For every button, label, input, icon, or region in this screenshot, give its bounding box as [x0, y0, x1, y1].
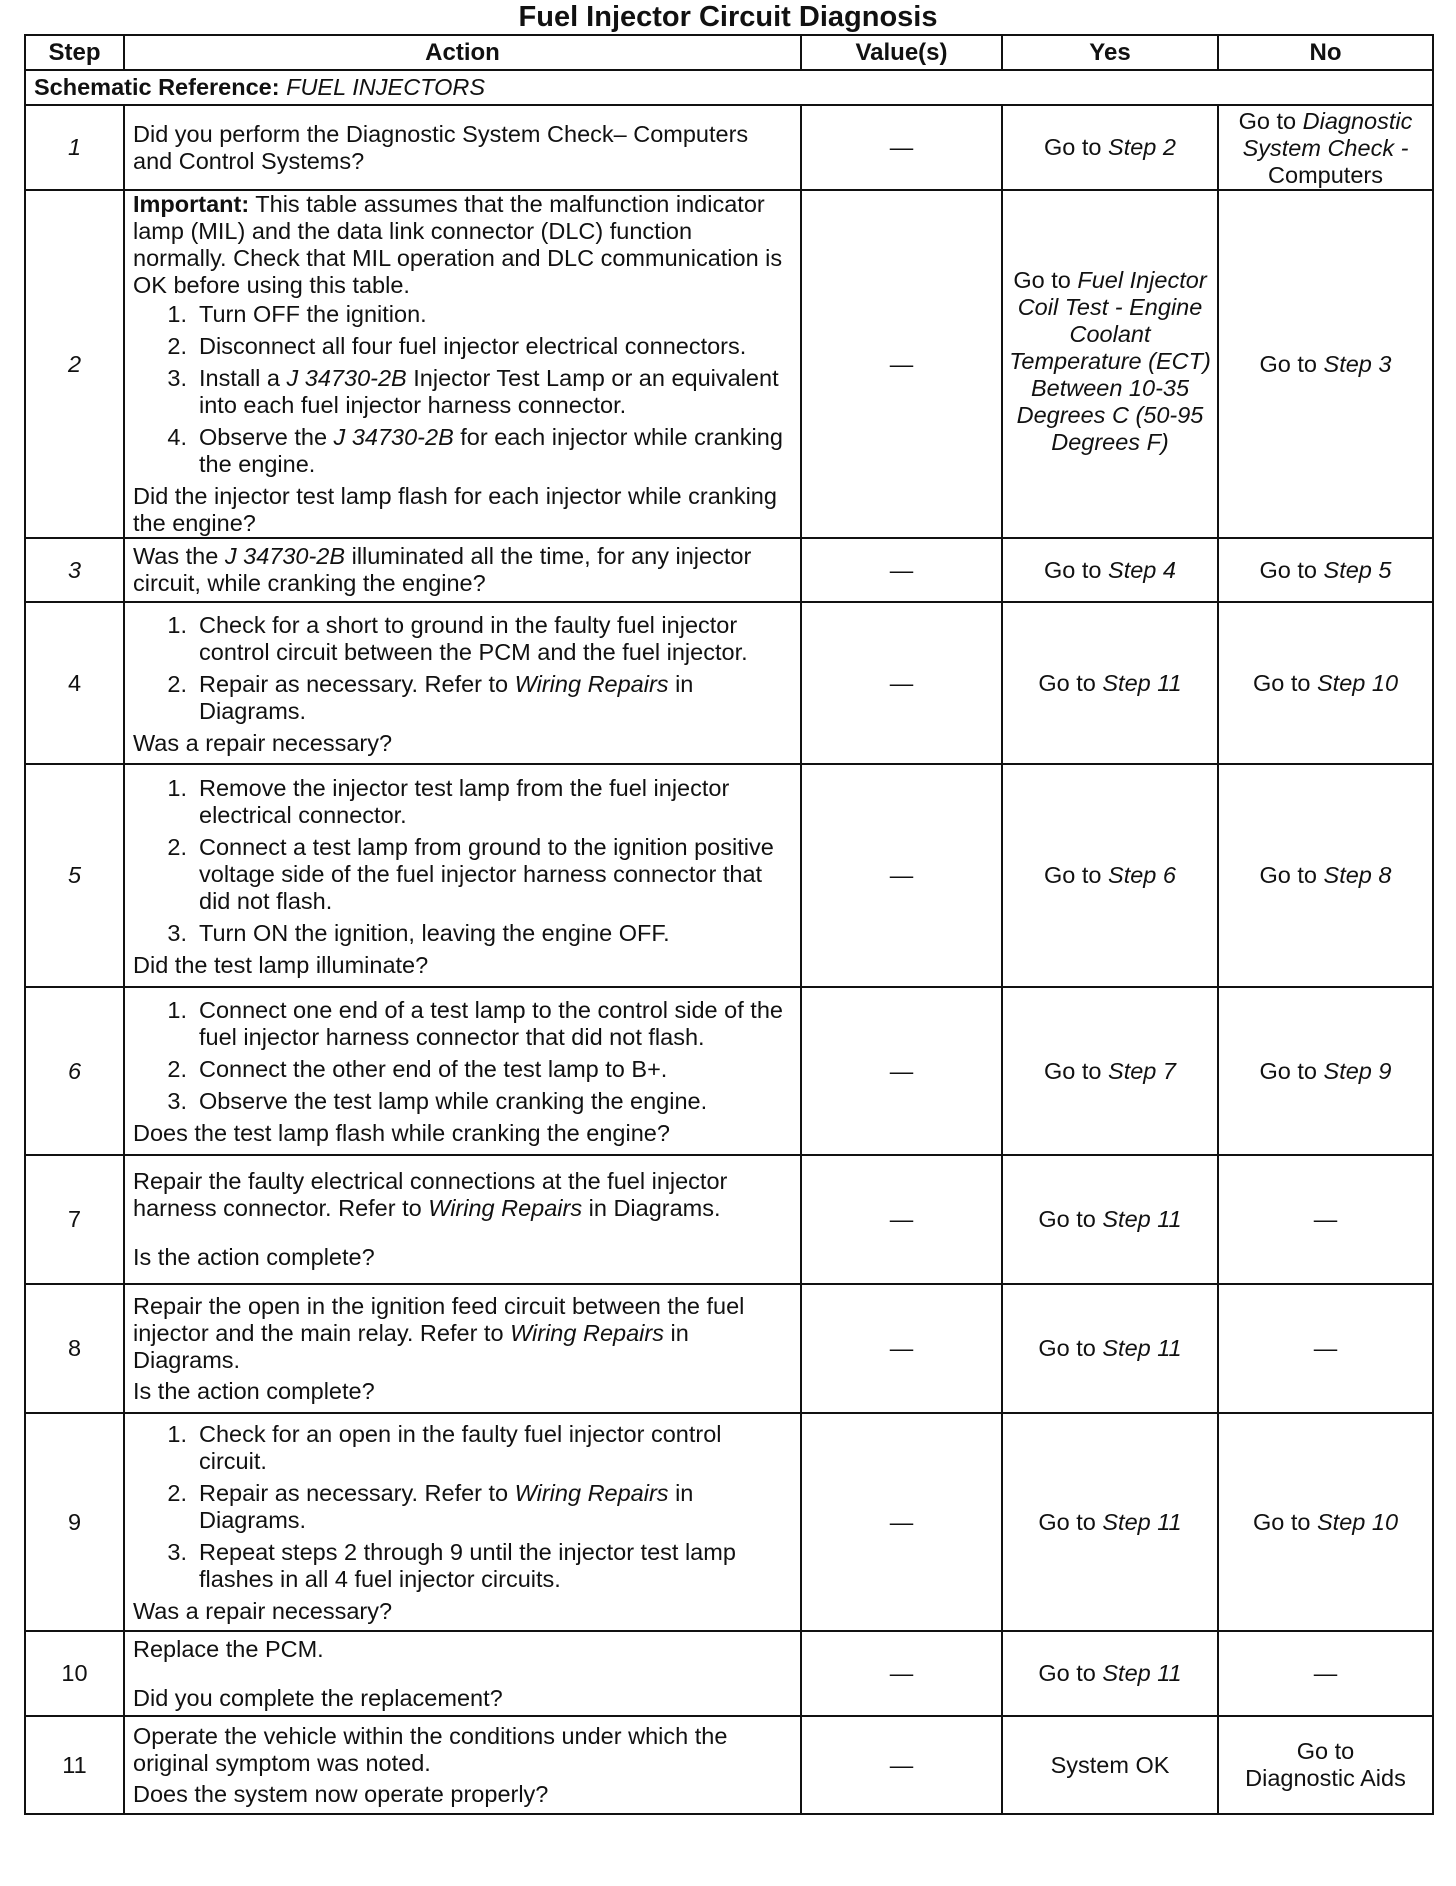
item-text: Connect one end of a test lamp to the control side of the fuel injector harness connector that did not flash.: [199, 997, 783, 1050]
action-question: Did the test lamp illuminate?: [133, 951, 429, 978]
yes-prefix: Go to: [1038, 1508, 1103, 1535]
no-prefix: Go to: [1259, 556, 1324, 583]
list-item: [133, 365, 792, 419]
yes-cell: [1002, 538, 1218, 602]
no-cell: [1218, 538, 1433, 602]
action-cell: [124, 1155, 801, 1284]
table-row: [25, 1413, 1433, 1631]
yes-prefix: Go to: [1044, 862, 1109, 888]
list-item: [133, 1088, 792, 1115]
table-row: [25, 105, 1433, 190]
schematic-row: [25, 70, 1433, 105]
step-number: 1: [25, 105, 124, 190]
important-label: Important:: [133, 191, 250, 217]
yes-cell: [1002, 190, 1218, 538]
yes-cell: [1002, 1716, 1218, 1814]
schematic-value: FUEL INJECTORS: [286, 74, 486, 100]
yes-step-ref: Fuel Injector Coil Test - Engine Coolant Temperature (ECT) Between 10-35 Degrees C (50-95 Degrees F): [1009, 266, 1211, 455]
action-question: Did the injector test lamp flash for each injector while cranking the engine?: [133, 483, 777, 536]
step-number: 4: [25, 602, 124, 764]
tool-ref: J 34730-2B: [286, 365, 407, 391]
table-row: [25, 190, 1433, 538]
no-cell: [1218, 190, 1433, 538]
action-cell: [124, 190, 801, 538]
no-cell: [1218, 1413, 1433, 1631]
tool-ref: J 34730-2B: [333, 424, 454, 450]
list-item: [133, 612, 792, 666]
yes-step-ref: Step 11: [1102, 1508, 1182, 1535]
list-item: [133, 1421, 792, 1475]
no-cell: —: [1218, 1631, 1433, 1716]
instruction-text: in Diagrams.: [582, 1195, 721, 1221]
no-step-ref: Step 10: [1317, 669, 1399, 696]
no-step-ref: Step 8: [1323, 862, 1392, 888]
action-question: Does the system now operate properly?: [133, 1780, 549, 1807]
no-step-ref: Step 3: [1323, 350, 1392, 377]
item-text: Check for an open in the faulty fuel injector control circuit.: [199, 1421, 722, 1474]
item-text: Repeat steps 2 through 9 until the injector test lamp flashes in all 4 fuel injector circuits.: [199, 1539, 736, 1592]
action-cell: [124, 1631, 801, 1716]
list-item: [133, 301, 792, 328]
action-cell: [124, 105, 801, 190]
no-prefix: Go to: [1238, 108, 1303, 134]
item-number: 1.: [167, 997, 187, 1023]
item-text-group: [199, 1480, 792, 1534]
table-row: [25, 1155, 1433, 1284]
no-cell: —: [1218, 1155, 1433, 1284]
action-question: Was a repair necessary?: [133, 729, 393, 756]
table-row: [25, 538, 1433, 602]
no-cell: [1218, 1716, 1433, 1814]
yes-cell: [1002, 602, 1218, 764]
no-cell: [1218, 764, 1433, 987]
action-question: illuminated all the time, for any injector circuit, while cranking the engine?: [133, 543, 752, 596]
step-number: 3: [25, 538, 124, 602]
table-row: [25, 1631, 1433, 1716]
important-note: [133, 191, 792, 299]
no-target: Diagnostic Aids: [1245, 1765, 1406, 1791]
yes-prefix: Go to: [1013, 266, 1078, 293]
yes-cell: [1002, 1631, 1218, 1716]
action-instruction: Operate the vehicle within the conditions under which the original symptom was noted.: [133, 1722, 728, 1776]
yes-step-ref: Step 11: [1102, 669, 1182, 696]
item-number: 3.: [167, 1539, 187, 1565]
item-text: Injector Test Lamp or an equivalent into each fuel injector harness connector.: [199, 365, 779, 418]
action-instruction: [133, 1293, 792, 1374]
item-number: 3.: [167, 1088, 187, 1114]
important-text: This table assumes that the malfunction indicator lamp (MIL) and the data link connector (DLC) function normally. Check that MIL operation and DLC communication is OK before using this table.: [133, 191, 783, 298]
yes-prefix: Go to: [1044, 1057, 1109, 1084]
list-item: [133, 333, 792, 360]
procedure-list: [133, 301, 792, 478]
value-cell: —: [801, 602, 1002, 764]
action-question: Did you complete the replacement?: [133, 1684, 503, 1711]
no-prefix: Go to: [1259, 350, 1324, 377]
step-number: 9: [25, 1413, 124, 1631]
item-number: 1.: [167, 774, 187, 801]
no-prefix: Go to: [1259, 862, 1324, 888]
header-row: [25, 35, 1433, 70]
header-yes: Yes: [1002, 35, 1218, 70]
procedure-list: [133, 997, 792, 1115]
yes-cell: [1002, 1284, 1218, 1413]
item-text: Connect a test lamp from ground to the ignition positive voltage side of the fuel injector harness connector that did not flash.: [199, 833, 774, 914]
no-prefix: Go to: [1252, 669, 1317, 696]
item-text: Connect the other end of the test lamp to B+.: [199, 1056, 668, 1082]
item-text: in Diagrams.: [199, 1480, 694, 1533]
list-item: [133, 1480, 792, 1534]
table-row: [25, 1284, 1433, 1413]
table-row: [25, 764, 1433, 987]
value-cell: —: [801, 1155, 1002, 1284]
header-action: Action: [124, 35, 801, 70]
item-text: Remove the injector test lamp from the fuel injector electrical connector.: [199, 774, 730, 828]
action-instruction: [133, 1168, 792, 1222]
yes-text: System OK: [1050, 1751, 1170, 1778]
no-prefix: Go to: [1252, 1508, 1317, 1535]
item-text: Turn OFF the ignition.: [199, 301, 427, 327]
table-row: [25, 1716, 1433, 1814]
value-cell: —: [801, 1631, 1002, 1716]
item-text: Observe the test lamp while cranking the engine.: [199, 1088, 708, 1114]
yes-step-ref: Step 11: [1102, 1335, 1182, 1361]
tool-ref: J 34730-2B: [224, 543, 346, 569]
step-number: 7: [25, 1155, 124, 1284]
wiring-ref: Wiring Repairs: [514, 670, 669, 697]
action-cell: [124, 1413, 801, 1631]
instruction-text: in Diagrams.: [133, 1319, 689, 1373]
item-number: 2.: [167, 670, 187, 697]
item-text: Repair as necessary. Refer to: [199, 1480, 515, 1506]
header-values: Value(s): [801, 35, 1002, 70]
yes-prefix: Go to: [1038, 669, 1103, 696]
item-text-group: [199, 424, 792, 478]
yes-prefix: Go to: [1038, 1660, 1103, 1686]
schematic-label: Schematic Reference:: [34, 74, 280, 100]
item-number: 3.: [167, 919, 187, 946]
value-cell: —: [801, 987, 1002, 1155]
list-item: [133, 775, 792, 829]
item-text: Check for a short to ground in the faulty fuel injector control circuit between the PCM and the fuel injector.: [199, 611, 748, 665]
no-step-ref: Step 10: [1317, 1508, 1399, 1535]
value-cell: —: [801, 1284, 1002, 1413]
header-no: No: [1218, 35, 1433, 70]
step-number: 2: [25, 190, 124, 538]
diagnosis-table: [24, 34, 1434, 1815]
action-cell: [124, 538, 801, 602]
step-number: 6: [25, 987, 124, 1155]
list-item: [133, 1539, 792, 1593]
procedure-list: [133, 612, 792, 725]
yes-prefix: Go to: [1044, 556, 1109, 583]
item-number: 1.: [167, 611, 187, 638]
no-step-ref: Step 5: [1323, 556, 1392, 583]
yes-step-ref: Step 2: [1108, 134, 1176, 160]
list-item: [133, 834, 792, 915]
item-number: 2.: [167, 833, 187, 860]
action-question: Was the: [133, 543, 225, 569]
step-number: 11: [25, 1716, 124, 1814]
wiring-ref: Wiring Repairs: [510, 1319, 664, 1346]
list-item: [133, 920, 792, 947]
value-cell: —: [801, 538, 1002, 602]
item-number: 3.: [167, 365, 187, 391]
action-cell: [124, 1284, 801, 1413]
yes-step-ref: Step 4: [1108, 556, 1176, 583]
item-number: 1.: [167, 301, 187, 327]
step-number: 5: [25, 764, 124, 987]
value-cell: —: [801, 1716, 1002, 1814]
yes-step-ref: Step 11: [1102, 1206, 1182, 1232]
value-cell: —: [801, 764, 1002, 987]
yes-step-ref: Step 11: [1102, 1660, 1182, 1686]
yes-step-ref: Step 7: [1108, 1057, 1176, 1084]
procedure-list: [133, 775, 792, 947]
yes-cell: [1002, 987, 1218, 1155]
step-number: 8: [25, 1284, 124, 1413]
wiring-ref: Wiring Repairs: [514, 1480, 669, 1506]
item-text: Repair as necessary. Refer to: [199, 670, 515, 697]
action-question: Is the action complete?: [133, 1244, 375, 1270]
list-item: [133, 424, 792, 478]
item-text-group: [199, 365, 792, 419]
item-text: Disconnect all four fuel injector electrical connectors.: [199, 333, 747, 359]
action-question: Does the test lamp flash while cranking the engine?: [133, 1120, 670, 1146]
no-cell: —: [1218, 1284, 1433, 1413]
no-cell: [1218, 987, 1433, 1155]
value-cell: —: [801, 190, 1002, 538]
spacer: [133, 1222, 792, 1244]
header-step: Step: [25, 35, 124, 70]
schematic-reference: [25, 70, 1433, 105]
yes-prefix: Go to: [1044, 134, 1109, 160]
yes-cell: [1002, 105, 1218, 190]
spacer: [133, 1663, 792, 1685]
yes-prefix: Go to: [1038, 1206, 1103, 1232]
item-text: for each injector while cranking the engine.: [199, 424, 783, 477]
action-cell: [124, 764, 801, 987]
table-row: [25, 602, 1433, 764]
list-item: [133, 671, 792, 725]
value-cell: —: [801, 105, 1002, 190]
procedure-list: [133, 1421, 792, 1593]
step-number: 10: [25, 1631, 124, 1716]
yes-step-ref: Step 6: [1108, 862, 1176, 888]
item-number: 1.: [167, 1421, 187, 1447]
action-cell: [124, 602, 801, 764]
action-question: Did you perform the Diagnostic System Check– Computers and Control Systems?: [133, 120, 749, 174]
value-cell: —: [801, 1413, 1002, 1631]
instruction-text: Repair the faulty electrical connections at the fuel injector harness connector. Refer to: [133, 1168, 728, 1221]
action-question: Was a repair necessary?: [133, 1598, 393, 1624]
action-cell: [124, 1716, 801, 1814]
yes-prefix: Go to: [1038, 1335, 1103, 1361]
page-title: Fuel Injector Circuit Diagnosis: [518, 1, 938, 33]
wiring-ref: Wiring Repairs: [428, 1195, 583, 1221]
no-suffix: Computers: [1268, 162, 1383, 188]
no-prefix: Go to: [1296, 1738, 1355, 1764]
item-number: 4.: [167, 424, 187, 450]
item-number: 2.: [167, 333, 187, 359]
no-step-ref: Diagnostic System Check -: [1242, 108, 1413, 161]
yes-cell: [1002, 1155, 1218, 1284]
item-text: in Diagrams.: [199, 670, 694, 724]
table-row: [25, 987, 1433, 1155]
action-question: Is the action complete?: [133, 1377, 375, 1404]
action-cell: [124, 987, 801, 1155]
list-item: [133, 1056, 792, 1083]
yes-cell: [1002, 1413, 1218, 1631]
item-text-group: [199, 671, 792, 725]
no-cell: [1218, 602, 1433, 764]
item-text: Turn ON the ignition, leaving the engine OFF.: [199, 919, 670, 946]
item-number: 2.: [167, 1056, 187, 1082]
item-number: 2.: [167, 1480, 187, 1506]
no-cell: [1218, 105, 1433, 190]
instruction-text: Repair the open in the ignition feed circuit between the fuel injector and the main relay. Refer to: [133, 1292, 745, 1346]
no-prefix: Go to: [1259, 1057, 1324, 1084]
item-text: Install a: [199, 365, 287, 391]
action-instruction: Replace the PCM.: [133, 1635, 324, 1662]
item-text: Observe the: [199, 424, 334, 450]
list-item: [133, 997, 792, 1051]
no-step-ref: Step 9: [1323, 1057, 1392, 1084]
yes-cell: [1002, 764, 1218, 987]
